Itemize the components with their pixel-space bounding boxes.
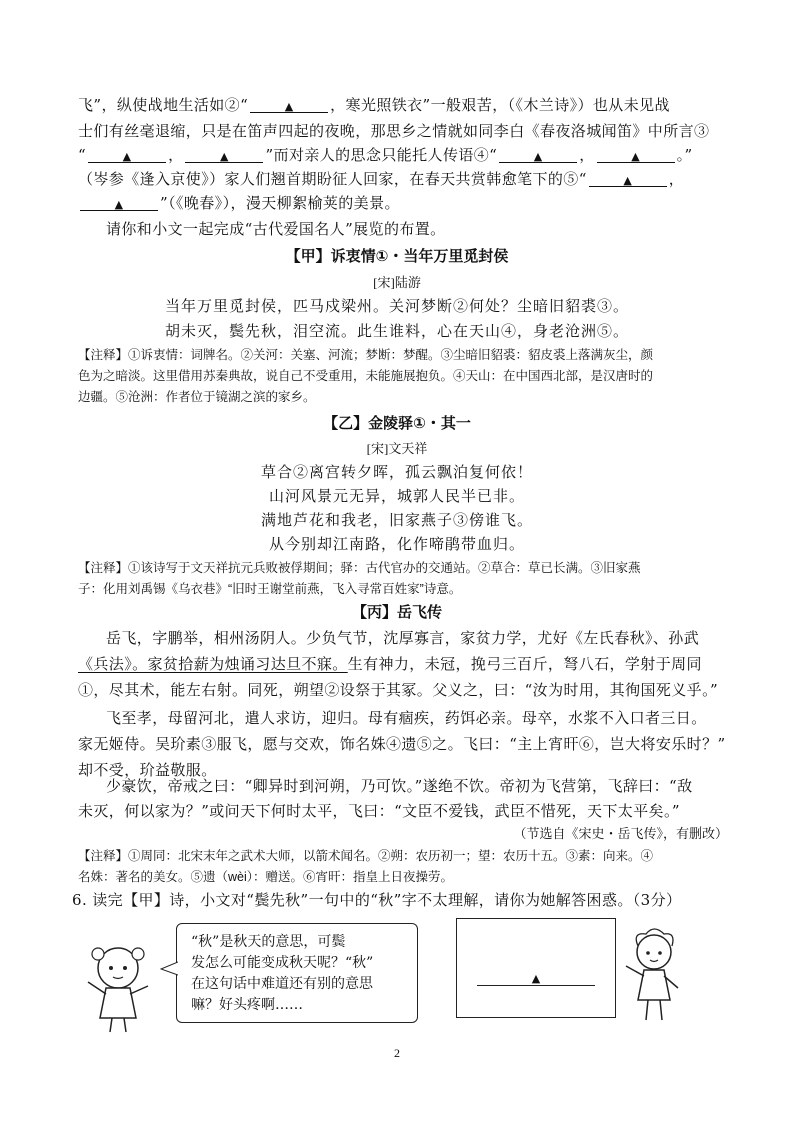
poem-yi-note-2: 子：化用刘禹锡《乌衣巷》“旧时王谢堂前燕，飞入寻常百姓家”诗意。 (78, 582, 462, 596)
text-segment: 飞”，纵使战地生活如②“ (78, 96, 249, 114)
poem-jia-author: [宋]陆游 (373, 275, 421, 290)
poem-yi-line-3: 满地芦花和我老，旧家燕子③傍谁飞。 (260, 511, 533, 529)
paragraph-line-3 (78, 144, 693, 165)
poem-jia-note-2: 色为之暗淡。这里借用苏秦典故，说自己不受重用，未能施展抱负。④天山：在中国西北部，是汉唐时的 (78, 369, 654, 383)
bubble-tail-icon (160, 960, 178, 978)
blank-4-1[interactable] (499, 152, 577, 163)
blank-4-2[interactable] (597, 152, 675, 163)
prose-note-1: 【注释】①周同：北宋末年之武术大师，以箭术闻名。②朔：农历初一；望：农历十五。③素：向来。④ (78, 849, 654, 863)
paragraph-line-1 (78, 94, 670, 115)
blank-3-1[interactable] (88, 152, 166, 163)
text-segment: “ (78, 146, 87, 164)
prose-p3-line-1: 少豪饮，帝戒之曰：“卿异时到河朔，乃可饮。”遂绝不饮。帝初为飞营第，飞辞曰：“敌 (106, 777, 693, 795)
poem-yi-line-4: 从今别却江南路，化作啼鹃带血归。 (268, 535, 525, 553)
paragraph-line-4 (78, 168, 684, 189)
prose-note-2: 名姝：著名的美女。⑤遗（wèi）：赠送。⑥宵旰：指皇上日夜操劳。 (78, 870, 454, 884)
bubble-line: 嘛？好头疼啊…… (191, 997, 303, 1013)
text-segment: 。” (676, 146, 693, 164)
text-segment: 士们有丝毫退缩，只是在笛声四起的夜晚，那思乡之情就如同李白《春夜洛城闻笛》中所言③ (78, 122, 710, 140)
poem-jia-note-1: 【注释】①诉衷情：词牌名。②关河：关塞、河流；梦断：梦醒。③尘暗旧貂裘：貂皮裘上落满灰尘，颜 (78, 348, 654, 362)
answer-blank[interactable] (477, 973, 595, 986)
triangle-mark: ▲ (533, 150, 543, 163)
poem-yi-author: [宋]文天祥 (366, 441, 428, 456)
poem-yi-line-1: 草合②离宫转夕晖，孤云飘泊复何依！ (260, 463, 533, 481)
bubble-line: “秋”是秋天的意思，可鬓 (191, 934, 346, 950)
poem-jia-line-2: 胡未灭，鬓先秋，泪空流。此生谁料，心在天山④，身老沧洲⑤。 (164, 322, 629, 340)
blank-3-2[interactable] (185, 152, 263, 163)
blank-5-2[interactable] (80, 200, 158, 211)
blank-2-1[interactable] (250, 102, 328, 113)
intro-text: 请你和小文一起完成“古代爱国名人”展览的布置。 (106, 220, 446, 238)
poem-jia-note-3: 边疆。⑤沧洲：作者位于镜湖之滨的家乡。 (78, 390, 316, 404)
text-segment: ，寒光照铁衣”一般艰苦，（《木兰诗》）也从未见战 (330, 96, 670, 114)
triangle-mark: ▲ (122, 150, 132, 163)
speech-bubble (176, 923, 418, 1023)
text-segment: ， (668, 170, 685, 188)
poem-jia-line-1: 当年万里觅封侯，匹马戍梁州。关河梦断②何处？尘暗旧貂裘③。 (164, 297, 629, 315)
text-segment: （岑参《逢入京使》）家人们翘首期盼征人回家，在春天共赏韩愈笔下的⑤“ (78, 170, 587, 188)
poem-jia-title: 【甲】诉衷情①・当年万里觅封侯 (285, 247, 509, 265)
speech-bubble-text (191, 932, 373, 1016)
question-6-text: 6. 读完【甲】诗，小文对“鬓先秋”一句中的“秋”字不太理解，请你为她解答困惑。（3分） (72, 891, 682, 909)
prose-p2-line-3: 却不受，玠益敬服。 (78, 761, 217, 779)
bubble-line: 在这句话中难道还有别的意思 (191, 976, 373, 992)
triangle-mark: ▲ (284, 100, 294, 113)
paragraph-line-5 (78, 192, 400, 213)
prose-p1-line-2 (78, 653, 702, 674)
triangle-mark: ▲ (623, 174, 633, 187)
text-segment: ”（《晚春》），漫天柳絮榆荚的美景。 (160, 194, 400, 212)
triangle-mark: ▲ (220, 150, 229, 163)
prose-p3-line-2: 未灭，何以家为？”或问天下何时太平，飞曰：“文臣不爱钱，武臣不惜死，天下太平矣。” (78, 802, 680, 820)
triangle-mark: ▲ (631, 150, 641, 163)
prose-p2-line-1: 飞至孝，母留河北，遣人求访，迎归。母有痼疾，药饵必亲。母卒，水浆不入口者三日。 (106, 709, 707, 727)
prose-bing-title: 【丙】岳飞传 (351, 603, 442, 621)
paragraph-line-2 (78, 120, 709, 141)
poem-yi-line-2: 山河风景元无异，城郭人民半已非。 (268, 487, 525, 505)
blank-5-1[interactable] (589, 176, 667, 187)
poem-yi-title: 【乙】金陵驿①・其一 (323, 414, 471, 432)
text-segment: ， (579, 146, 595, 164)
prose-source: （节选自《宋史・岳飞传》，有删改） (513, 826, 728, 841)
answer-box[interactable] (456, 918, 616, 1018)
triangle-mark: ▲ (114, 198, 124, 211)
cartoon-girl-helper-icon (620, 926, 690, 1024)
prose-p1-line-1: 岳飞，字鹏举，相州汤阴人。少负气节，沈厚寡言，家贫力学，尤好《左氏春秋》、孙武 (106, 629, 700, 647)
triangle-mark: ▲ (531, 972, 541, 985)
text-segment: 生有神力，未冠，挽弓三百斤，弩八石，学射于周同 (347, 655, 702, 673)
bubble-line: 发怎么可能变成秋天呢？“秋” (191, 955, 374, 971)
page-number: 2 (394, 1046, 400, 1060)
poem-yi-note-1: 【注释】①该诗写于文天祥抗元兵败被俘期间；驿：古代官办的交通站。②草合：草已长满。③旧家燕 (78, 561, 641, 575)
prose-p1-line-3: ①，尽其术，能左右射。同死，朔望②设祭于其冢。父义之，曰：“汝为时用，其徇国死义乎。” (78, 681, 719, 699)
prose-p2-line-2: 家无姬侍。吴玠素③服飞，愿与交欢，饰名姝④遗⑤之。飞曰：“主上宵旰⑥，岂大将安乐时？” (78, 735, 726, 753)
text-segment: ， (168, 146, 184, 164)
cartoon-girl-thinking-icon (82, 938, 162, 1034)
text-segment: ”而对亲人的思念只能托人传语④“ (265, 146, 498, 164)
underlined-sentence: 《兵法》。家贫拾薪为烛诵习达旦不寐。 (78, 655, 348, 673)
